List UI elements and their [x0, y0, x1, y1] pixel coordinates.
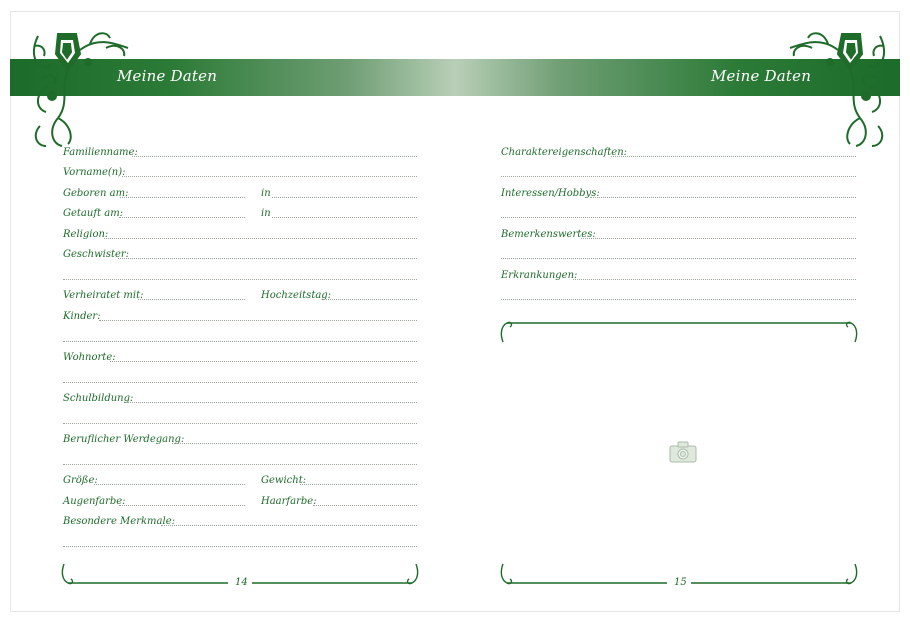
- field-label-verheiratet-mit: Verheiratet mit:: [63, 290, 144, 301]
- field-line-kinder-2: [63, 341, 417, 342]
- camera-icon: [669, 441, 697, 463]
- field-label-gewicht: Gewicht:: [261, 475, 307, 486]
- field-line-haarfarbe: [313, 505, 417, 506]
- right-floral-ornament-icon: [780, 26, 890, 152]
- field-line-gewicht: [300, 484, 417, 485]
- field-line-geschwister: [118, 258, 417, 259]
- field-label-erkrankungen: Erkrankungen:: [501, 270, 578, 281]
- field-label-groesse: Größe:: [63, 475, 98, 486]
- field-line-werdegang-2: [63, 464, 417, 465]
- field-line-schulbildung-2: [63, 423, 417, 424]
- field-label-geboren-in: in: [261, 188, 271, 199]
- field-label-hochzeitstag: Hochzeitstag:: [261, 290, 332, 301]
- field-label-augenfarbe: Augenfarbe:: [63, 496, 126, 507]
- field-label-charakter: Charaktereigenschaften:: [501, 147, 628, 158]
- field-line-interessen: [590, 197, 856, 198]
- field-line-geschwister-2: [63, 279, 417, 280]
- field-line-bemerkenswertes-2: [501, 258, 856, 259]
- field-line-bemerkenswertes: [581, 238, 856, 239]
- field-line-interessen-2: [501, 217, 856, 218]
- field-label-geboren-am: Geboren am:: [63, 188, 129, 199]
- field-label-religion: Religion:: [63, 229, 109, 240]
- field-line-werdegang: [172, 443, 417, 444]
- field-line-wohnorte: [110, 361, 417, 362]
- field-label-merkmale: Besondere Merkmale:: [63, 516, 175, 527]
- field-line-wohnorte-2: [63, 382, 417, 383]
- photo-frame-top-ornament-icon: [499, 318, 859, 344]
- field-line-hochzeitstag: [323, 299, 417, 300]
- field-line-geboren-am: [120, 197, 245, 198]
- field-label-geschwister: Geschwister:: [63, 249, 130, 260]
- field-label-bemerkenswertes: Bemerkenswertes:: [501, 229, 596, 240]
- left-page-title: Meine Daten: [117, 67, 218, 85]
- field-line-augenfarbe: [119, 505, 245, 506]
- field-line-verheiratet-mit: [138, 299, 245, 300]
- field-line-merkmale-2: [63, 546, 417, 547]
- field-label-vorname: Vorname(n):: [63, 167, 126, 178]
- field-line-kinder: [99, 320, 417, 321]
- right-page-title: Meine Daten: [711, 67, 812, 85]
- field-line-groesse: [94, 484, 245, 485]
- field-line-familienname: [132, 156, 417, 157]
- field-line-vorname: [122, 176, 417, 177]
- field-label-familienname: Familienname:: [63, 147, 138, 158]
- field-line-geboren-in: [272, 197, 417, 198]
- field-line-merkmale: [161, 525, 417, 526]
- field-label-interessen: Interessen/Hobbys:: [501, 188, 600, 199]
- right-page-number: 15: [674, 577, 687, 588]
- field-label-kinder: Kinder:: [63, 311, 101, 322]
- field-line-getauft-in: [272, 217, 417, 218]
- field-label-getauft-in: in: [261, 208, 271, 219]
- field-line-schulbildung: [127, 402, 417, 403]
- left-page-number: 14: [235, 577, 248, 588]
- field-label-getauft-am: Getauft am:: [63, 208, 124, 219]
- field-line-charakter-2: [501, 176, 856, 177]
- field-line-charakter: [611, 156, 856, 157]
- field-label-haarfarbe: Haarfarbe:: [261, 496, 317, 507]
- field-line-erkrankungen-2: [501, 299, 856, 300]
- field-label-schulbildung: Schulbildung:: [63, 393, 134, 404]
- field-line-erkrankungen: [573, 279, 856, 280]
- field-label-wohnorte: Wohnorte:: [63, 352, 116, 363]
- left-floral-ornament-icon: [28, 26, 138, 152]
- field-line-getauft-am: [119, 217, 245, 218]
- field-line-religion: [104, 238, 417, 239]
- field-label-werdegang: Beruflicher Werdegang:: [63, 434, 185, 445]
